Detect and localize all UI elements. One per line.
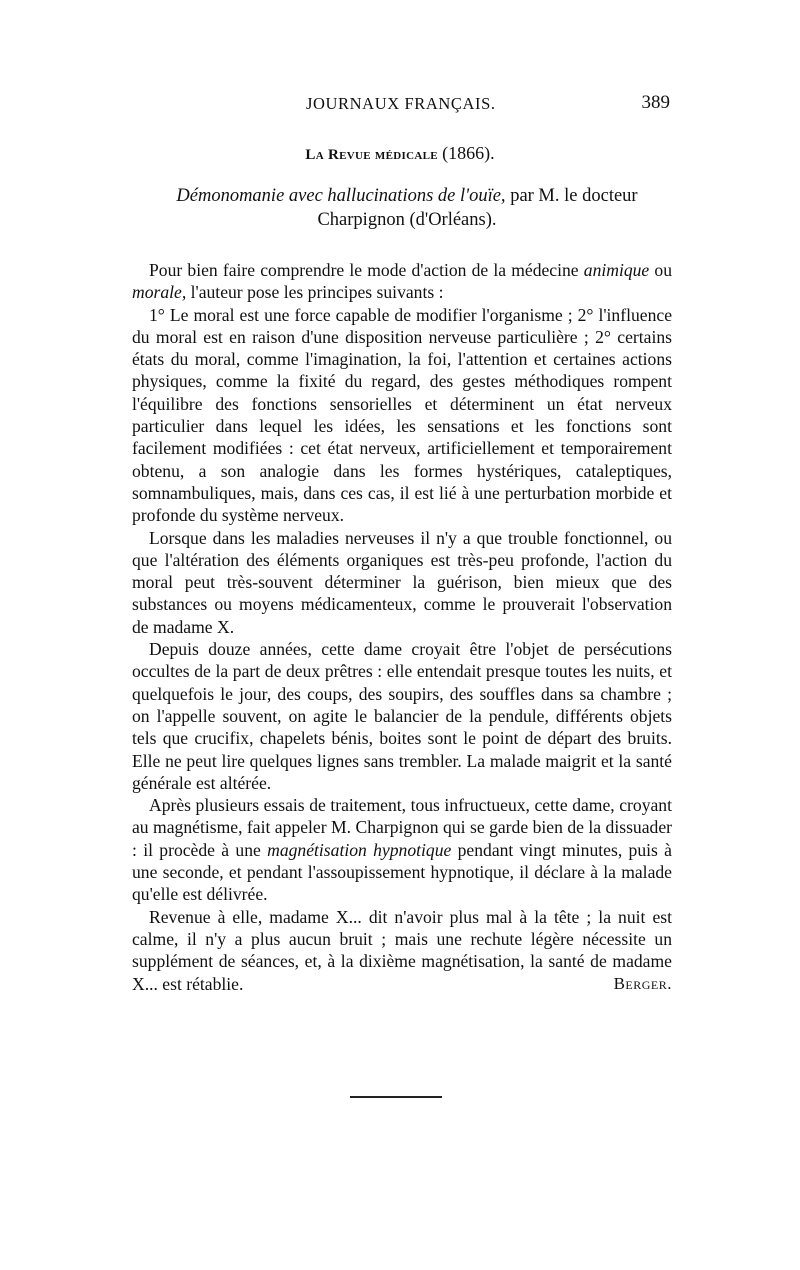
paragraph-intro-text-3: l'auteur pose les principes suivants : <box>186 282 444 303</box>
journal-name: La Revue médicale <box>305 147 438 163</box>
paragraph-case-history: Depuis douze années, cette dame croyait être l'objet de persécutions occultes de la part de deux prêtres : elle entendait presque toutes les nuits, et quelquefois le jour, des coups, des soupirs, des souffles dans sa chambre ; on l'appelle souvent, on agite le balancier de la pendule, différents objets tels que crucifix, chapelets bénis, boites sont le point de départ des bruits. Elle ne peut lire quelques lignes sans trembler. La malade maigrit et la santé générale est altérée. <box>132 639 672 793</box>
paragraph-intro-text: Pour bien faire comprendre le mode d'action de la médecine <box>149 260 584 280</box>
running-title: JOURNAUX FRANÇAIS. <box>306 94 496 113</box>
author-signature: Berger. <box>613 973 672 993</box>
paragraph-principles: 1° Le moral est une force capable de modifier l'organisme ; 2° l'influence du moral est en raison d'une disposition nerveuse particulière ; 2° certains états du moral, comme l'imagination, la foi, l'attention et certaines actions physiques, comme la fixité du regard, des gestes méthodiques rompent l'équilibre des fonctions sensorielles et déterminent un état nerveux particulier dans lequel les idées, les sensations et les fonctions sont facilement modifiées : cet état nerveux, artificiellement et temporairement obtenu, a son analogie dans les formes hystériques, cataleptiques, somnambuliques, mais, dans ces cas, il est lié à une perturbation morbide et profonde du système nerveux. <box>132 304 672 526</box>
article-title <box>142 184 672 232</box>
paragraph-treatment <box>132 794 672 905</box>
paragraph-intro-text-2: ou <box>649 260 672 280</box>
emphasis-morale: morale, <box>132 282 187 303</box>
emphasis-animique: animique <box>583 260 650 280</box>
running-head <box>132 94 670 118</box>
emphasis-hypnotic: magnétisation hypnotique <box>267 839 452 860</box>
paragraph-intro <box>132 259 672 304</box>
journal-year: (1866). <box>442 143 495 163</box>
article-title-author: par M. le docteur Charpignon (d'Orléans). <box>317 186 638 230</box>
article-title-italic: Démonomanie avec hallucinations de l'ouïe, <box>176 186 506 206</box>
section-divider <box>350 1096 442 1098</box>
section-heading <box>0 143 800 164</box>
article-body <box>132 259 672 995</box>
page-number: 389 <box>641 92 670 113</box>
paragraph-outcome-text: Revenue à elle, madame X... dit n'avoir plus mal à la tête ; la nuit est calme, il n'y a plus aucun bruit ; mais une rechute légère nécessite un supplément de séances, et, à la dixième magnétisation, la santé de madame X... est rétablie. <box>132 906 672 994</box>
paragraph-nervous-diseases: Lorsque dans les maladies nerveuses il n'y a que trouble fonctionnel, ou que l'altération des éléments organiques est très-peu profonde, l'action du moral peut très-souvent déterminer la guérison, bien mieux que des substances ou moyens médicamenteux, comme le prouverait l'observation de madame X. <box>132 527 672 637</box>
paragraph-treatment-text: Après plusieurs essais de traitement, tous infructueux, cette dame, croyant au magnétisme, fait appeler M. Charpignon qui se garde bien de la dissuader : il procède à une <box>132 795 672 860</box>
paragraph-treatment-text-2: pendant vingt minutes, puis à une seconde, et pendant l'assoupissement hypnotique, il déclare à la malade qu'elle est délivrée. <box>132 839 672 905</box>
paragraph-outcome <box>132 906 672 995</box>
